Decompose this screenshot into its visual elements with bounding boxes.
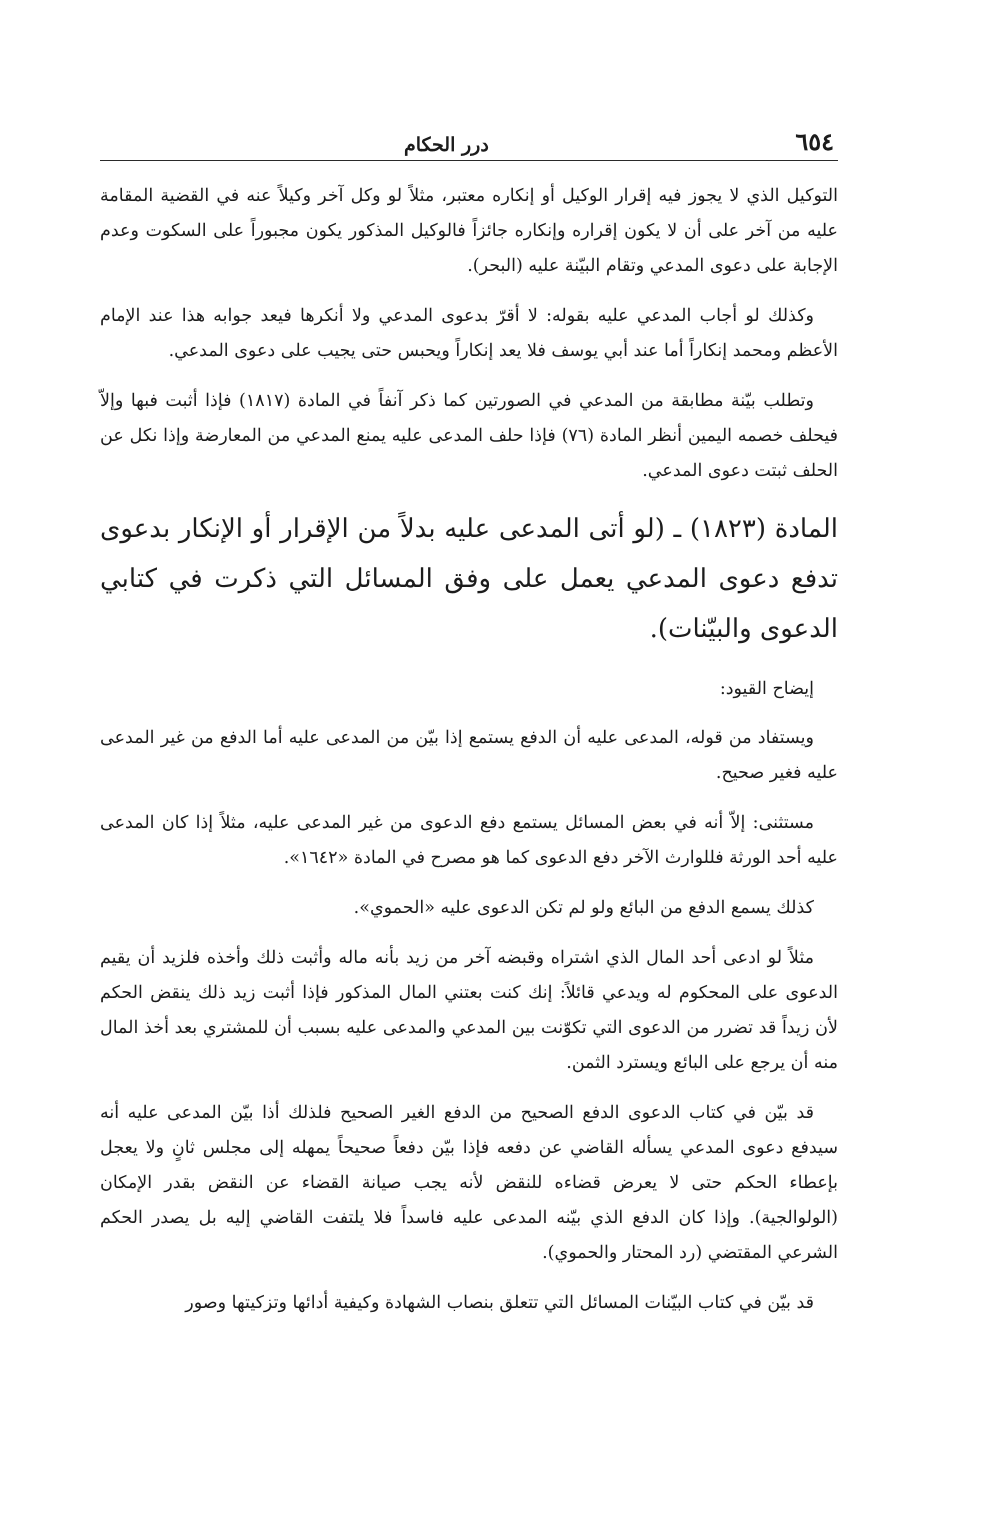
document-page [100, 120, 838, 1336]
paragraph-11: قد بيّن في كتاب البيّنات المسائل التي تتعلق بنصاب الشهادة وكيفية أدائها وتزكيتها وصور [185, 1293, 814, 1313]
paragraph-10: قد بيّن في كتاب الدعوى الدفع الصحيح من الدفع الغير الصحيح فلذلك أذا بيّن المدعى عليه أنه سيدفع دعوى المدعي يسأله القاضي عن دفعه فإذا بيّن دفعاً صحيحاً يمهله إلى مجلس ثانٍ ولا يعجل بإعطاء الحكم حتى لا يعرض قضاءه للنقض لأنه يجب صيانة القضاء عن النقض بقدر الإمكان (الولوالجية). وإذا كان الدفع الذي بيّنه المدعى عليه فاسداً فلا يلتفت القاضي إليه بل يصدر الحكم الشرعي المقتضي (رد المحتار والحموي). [100, 1103, 838, 1263]
paragraph-7: مستثنى: إلاّ أنه في بعض المسائل يستمع دفع الدعوى من غير المدعى عليه، مثلاً إذا كان المدعى عليه أحد الورثة فللوارث الآخر دفع الدعوى كما هو مصرح في المادة «١٦٤٢». [100, 813, 838, 868]
clarification-heading: إيضاح القيود: [719, 679, 814, 699]
paragraph-3: وتطلب بيّنة مطابقة من المدعي في الصورتين كما ذكر آنفاً في المادة (١٨١٧) فإذا أثبت فبها وإلاّ فيحلف خصمه اليمين أنظر المادة (٧٦) فإذا حلف المدعى عليه يمنع المدعي من المعارضة وإذا نكل عن الحلف ثبتت دعوى المدعي. [100, 391, 839, 481]
paragraph-9: مثلاً لو ادعى أحد المال الذي اشتراه وقبضه آخر من زيد بأنه ماله وأثبت ذلك وأخذه فلزيد أن يقيم الدعوى على المحكوم له ويدعي قائلاً: إنك كنت بعتني المال المذكور فإذا أثبت زيد ذلك ينقض الحكم لأن زيداً قد تضرر من الدعوى التي تكوّنت بين المدعي والمدعى عليه بسبب أن للمشتري بعد أخذ المال منه أن يرجع على البائع ويسترد الثمن. [100, 948, 838, 1073]
paragraph-1: التوكيل الذي لا يجوز فيه إقرار الوكيل أو إنكاره معتبر، مثلاً لو وكل آخر وكيلاً عنه في القضية المقامة عليه من آخر على أن لا يكون إقراره وإنكاره جائزاً فالوكيل المذكور يكون مجبوراً على السكوت وعدم الإجابة على دعوى المدعي وتقام البيّنة عليه (البحر). [100, 186, 838, 276]
page-header [100, 120, 838, 161]
paragraph-2: وكذلك لو أجاب المدعي عليه بقوله: لا أقرّ بدعوى المدعي ولا أنكرها فيعد جوابه هذا عند الإمام الأعظم ومحمد إنكاراً أما عند أبي يوسف فلا يعد إنكاراً ويحبس حتى يجيب على دعوى المدعي. [100, 306, 838, 361]
page-body [100, 179, 838, 1321]
page-number: ٦٥٤ [795, 127, 834, 156]
paragraph-8: كذلك يسمع الدفع من البائع ولو لم تكن الدعوى عليه «الحموي». [353, 898, 814, 918]
paragraph-6: ويستفاد من قوله، المدعى عليه أن الدفع يستمع إذا بيّن من المدعى عليه أما الدفع من غير المدعى عليه فغير صحيح. [100, 728, 838, 783]
article-1823-text: المادة (١٨٢٣) ـ (لو أتى المدعى عليه بدلاً من الإقرار أو الإنكار بدعوى تدفع دعوى المدعي يعمل على وفق المسائل التي ذكرت في كتابي الدعوى والبيّنات). [100, 514, 839, 644]
running-title: درر الحكام [404, 134, 489, 156]
